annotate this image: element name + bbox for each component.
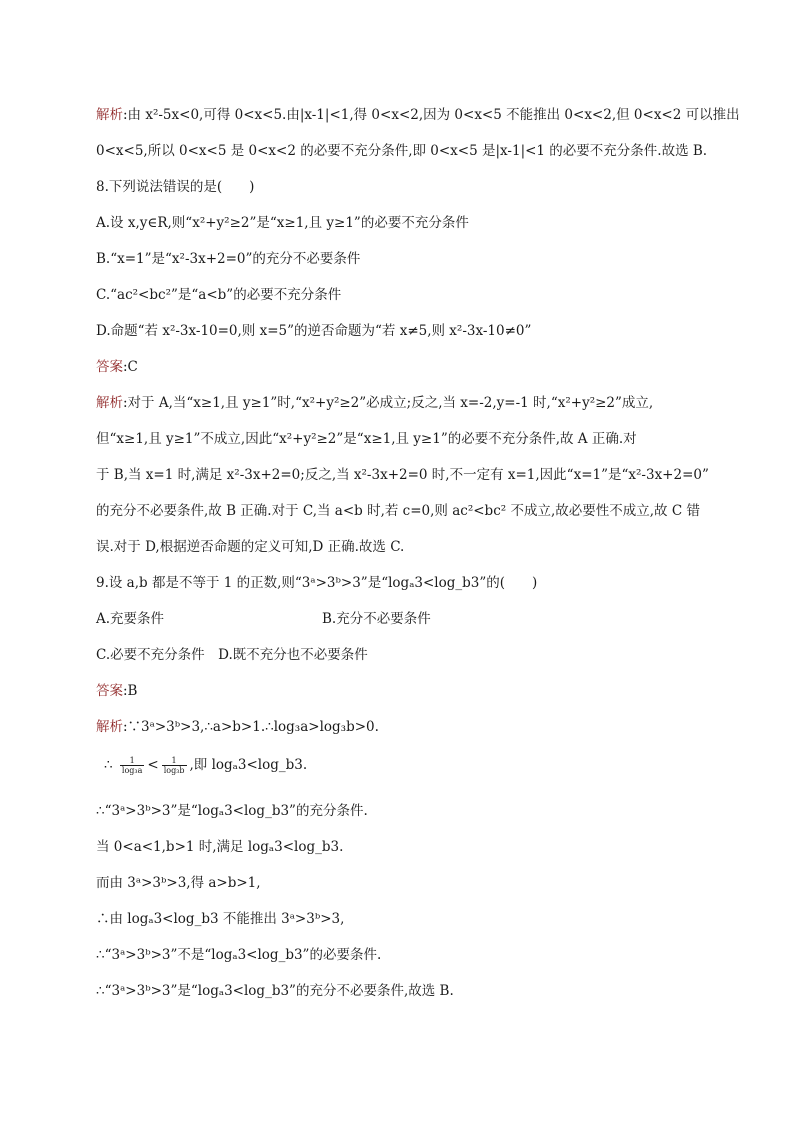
q9-stem: 9.设 a,b 都是不等于 1 的正数,则“3ᵃ>3ᵇ>3”是“logₐ3<log_b3”的( ) — [96, 575, 538, 591]
q9-answer — [96, 682, 706, 700]
therefore-symbol: ∴ — [104, 757, 113, 773]
q7-explanation-line-2: 0<x<5,所以 0<x<5 是 0<x<2 的必要不充分条件,即 0<x<5 是|x-1|<1 的必要不充分条件.故选 B. — [96, 143, 708, 159]
fraction-1-denominator: log₃a — [121, 766, 143, 775]
explanation-label: 解析 — [96, 719, 123, 735]
q9-fraction-line — [104, 754, 714, 776]
fraction-2 — [162, 756, 187, 775]
q9-explanation-line-5: 而由 3ᵃ>3ᵇ>3,得 a>b>1, — [96, 875, 261, 891]
q8-explanation-line-4: 的充分不必要条件,故 B 正确.对于 C,当 a<b 时,若 c=0,则 ac²<bc² 不成立,故必要性不成立,故 C 错 — [96, 503, 700, 519]
q9-option-a: A.充要条件 — [96, 611, 165, 627]
q8-option-a: A.设 x,y∈R,则“x²+y²≥2”是“x≥1,且 y≥1”的必要不充分条件 — [96, 215, 469, 231]
explanation-label: 解析 — [96, 107, 123, 123]
q9-option-b: B.充分不必要条件 — [322, 611, 431, 627]
answer-label: 答案 — [96, 359, 123, 375]
q9-explanation-line-8: ∴“3ᵃ>3ᵇ>3”是“logₐ3<log_b3”的充分不必要条件,故选 B. — [96, 983, 454, 999]
q9-explanation-line-4: 当 0<a<1,b>1 时,满足 logₐ3<log_b3. — [96, 839, 344, 855]
fraction-2-denominator: log₃b — [163, 766, 185, 775]
q8-option-b: B.“x=1”是“x²-3x+2=0”的充分不必要条件 — [96, 251, 361, 267]
q8-explanation-line-1 — [96, 394, 706, 412]
fraction-1-numerator: 1 — [120, 756, 144, 766]
fraction-line-suffix: ,即 logₐ3<log_b3. — [189, 757, 308, 773]
q7-explanation-line-1 — [96, 106, 740, 124]
q9-explanation-line-6: ∴由 logₐ3<log_b3 不能推出 3ᵃ>3ᵇ>3, — [96, 911, 345, 927]
q8-answer — [96, 358, 706, 376]
q8-stem: 8.下列说法错误的是( ) — [96, 179, 255, 195]
q8-option-c: C.“ac²<bc²”是“a<b”的必要不充分条件 — [96, 287, 342, 303]
q8-answer-value: :C — [123, 359, 138, 375]
explanation-label: 解析 — [96, 395, 123, 411]
q9-explanation-text-1: :∵3ᵃ>3ᵇ>3,∴a>b>1.∴log₃a>log₃b>0. — [123, 719, 379, 735]
q9-options-ab — [96, 610, 706, 628]
q8-explanation-line-5: 误.对于 D,根据逆否命题的定义可知,D 正确.故选 C. — [96, 539, 405, 555]
fraction-2-numerator: 1 — [162, 756, 187, 766]
q8-explanation-text-1: :对于 A,当“x≥1,且 y≥1”时,“x²+y²≥2”必成立;反之,当 x=-2,y=-1 时,“x²+y²≥2”成立, — [123, 395, 654, 411]
fraction-1 — [120, 756, 144, 775]
less-than-symbol: < — [147, 757, 159, 773]
q8-explanation-line-2: 但“x≥1,且 y≥1”不成立,因此“x²+y²≥2”是“x≥1,且 y≥1”的必要不充分条件,故 A 正确.对 — [96, 431, 637, 447]
q9-options-cd: C.必要不充分条件 D.既不充分也不必要条件 — [96, 647, 368, 663]
q9-explanation-line-1 — [96, 718, 706, 736]
q8-explanation-line-3: 于 B,当 x=1 时,满足 x²-3x+2=0;反之,当 x²-3x+2=0 时,不一定有 x=1,因此“x=1”是“x²-3x+2=0” — [96, 467, 709, 483]
answer-label: 答案 — [96, 683, 123, 699]
q8-option-d: D.命题“若 x²-3x-10=0,则 x=5”的逆否命题为“若 x≠5,则 x²-3x-10≠0” — [96, 323, 532, 339]
q7-explanation-text-1: :由 x²-5x<0,可得 0<x<5.由|x-1|<1,得 0<x<2,因为 0<x<5 不能推出 0<x<2,但 0<x<2 可以推出 — [123, 107, 740, 123]
q9-explanation-line-7: ∴“3ᵃ>3ᵇ>3”不是“logₐ3<log_b3”的必要条件. — [96, 947, 382, 963]
q9-explanation-line-3: ∴“3ᵃ>3ᵇ>3”是“logₐ3<log_b3”的充分条件. — [96, 803, 368, 819]
q9-answer-value: :B — [123, 683, 138, 699]
